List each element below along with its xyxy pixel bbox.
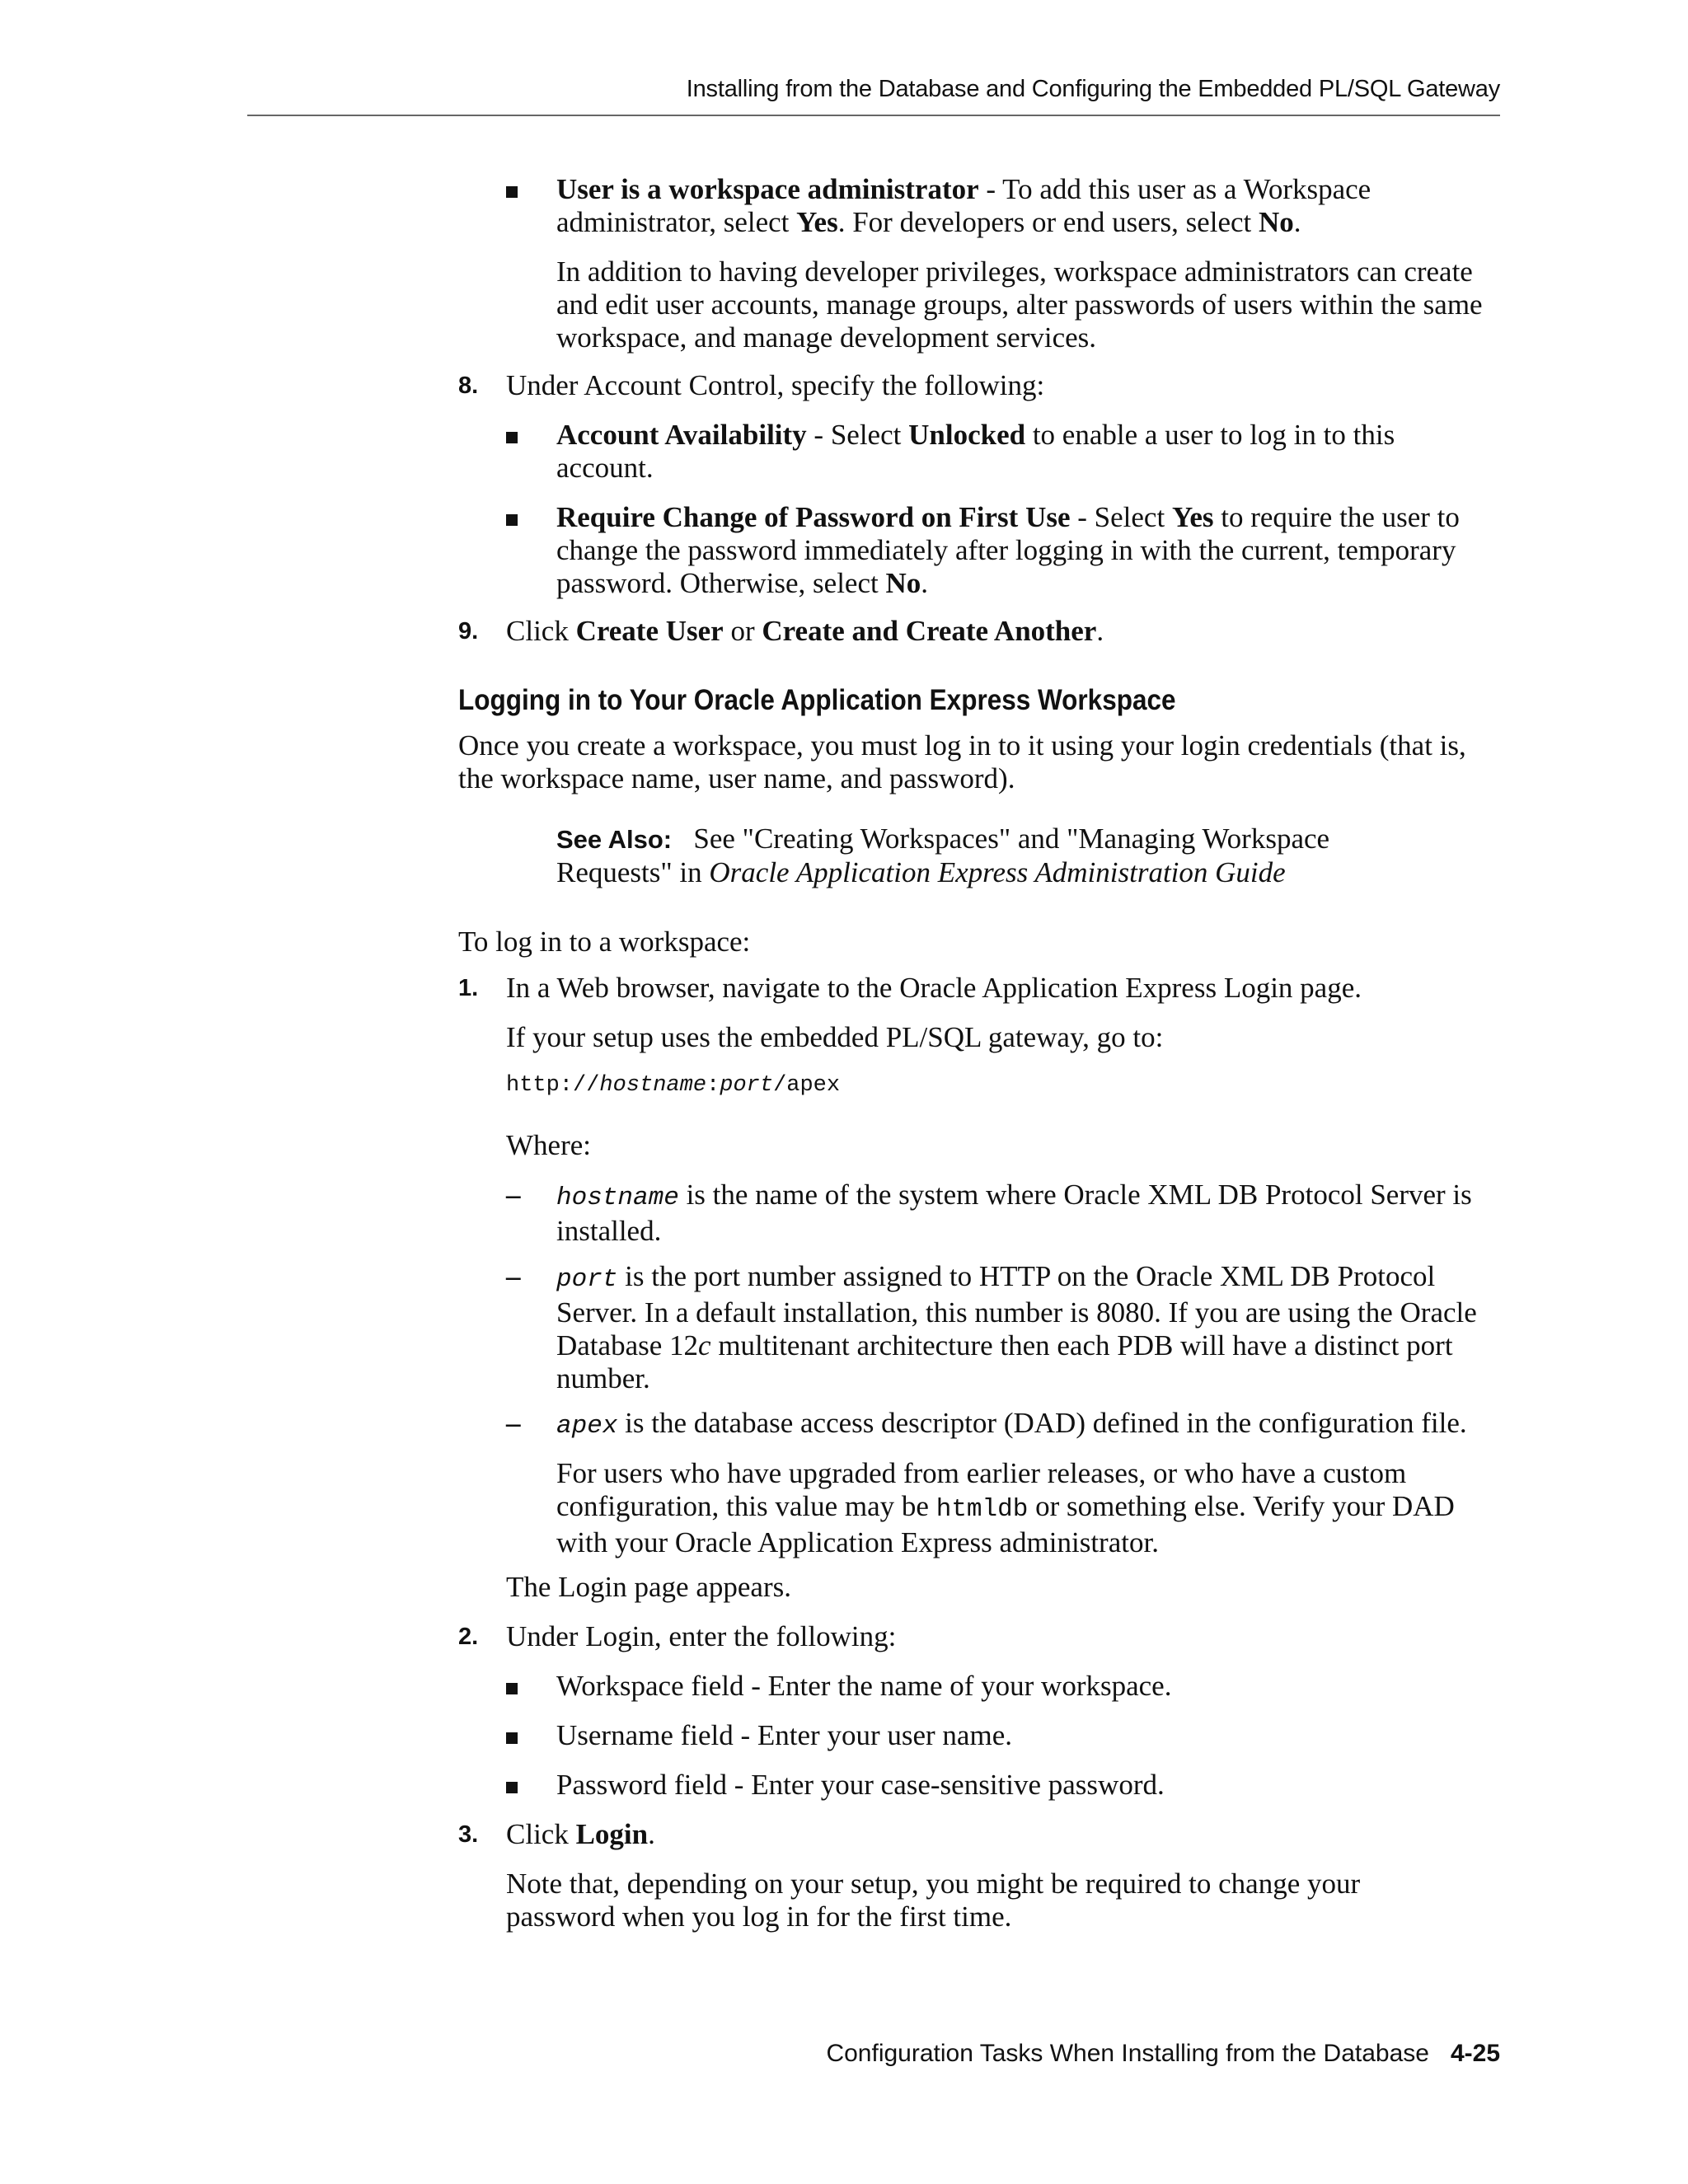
- button-label-login: Login: [575, 1818, 649, 1850]
- term-hostname: hostname: [556, 1183, 679, 1212]
- paragraph-admin-privileges: In addition to having developer privileges, workspace administrators can create and edit user accounts, manage groups, alter passwords of users within the same workspace, and manage development services.: [556, 255, 1483, 354]
- term-workspace-admin: User is a workspace administrator: [556, 173, 979, 205]
- option-yes: Yes: [796, 206, 838, 238]
- option-unlocked: Unlocked: [908, 419, 1026, 451]
- text: - Select: [1070, 501, 1172, 533]
- step-number: 3.: [458, 1821, 479, 1848]
- see-also-label: See Also:: [556, 825, 673, 854]
- text: to require the user to change the password immediately after logging in with the current, temporary password. Otherwise, select: [556, 501, 1460, 599]
- login-url: [506, 1073, 840, 1098]
- bullet-marker: [506, 1732, 518, 1744]
- login-step-3-text: [506, 1818, 1503, 1851]
- section-heading: Logging in to Your Oracle Application Express Workspace: [458, 684, 1176, 716]
- bullet-marker: [506, 514, 518, 526]
- page-number: 4-25: [1450, 2040, 1500, 2067]
- login-step-2-text: Under Login, enter the following:: [506, 1620, 897, 1652]
- password-change-note: Note that, depending on your setup, you might be required to change your password when you log in for the first time.: [506, 1868, 1361, 1933]
- text: .: [1096, 615, 1104, 647]
- text: Click: [506, 1818, 576, 1850]
- text: - To add this user as a Workspace administrator, select: [556, 173, 1372, 238]
- text: :: [706, 1073, 720, 1098]
- text: multitenant architecture then each PDB will have a distinct port number.: [556, 1329, 1453, 1394]
- def-hostname: [556, 1179, 1504, 1248]
- dash-marker: –: [506, 1179, 521, 1211]
- list-item: Password field - Enter your case-sensitive password.: [556, 1769, 1165, 1801]
- button-label-create-another: Create and Create Another: [762, 615, 1097, 647]
- text: . For developers or end users, select: [837, 206, 1259, 238]
- option-no: No: [885, 567, 921, 599]
- text: - Select: [806, 419, 909, 451]
- list-item: Workspace field - Enter the name of your workspace.: [556, 1670, 1172, 1702]
- book-title: Oracle Application Express Administration Guide: [709, 856, 1286, 888]
- login-page-appears: The Login page appears.: [506, 1571, 791, 1603]
- text: http://: [506, 1073, 600, 1098]
- see-also-note: [556, 823, 1430, 889]
- page-footer: [826, 2040, 1500, 2068]
- text: to enable a user to log in to this account.: [556, 419, 1395, 484]
- dash-marker: –: [506, 1407, 521, 1439]
- text: is the database access descriptor (DAD) defined in the configuration file.: [617, 1407, 1467, 1439]
- text: For users who have upgraded from earlier releases, or who have a custom configuration, this value may be: [556, 1457, 1407, 1522]
- term-apex: apex: [556, 1412, 618, 1441]
- def-apex: [556, 1407, 1512, 1443]
- list-item: Username field - Enter your user name.: [556, 1719, 1012, 1751]
- option-yes: Yes: [1171, 501, 1214, 533]
- term-port: port: [556, 1265, 618, 1294]
- url-hostname: hostname: [599, 1073, 707, 1098]
- where-label: Where:: [506, 1129, 591, 1161]
- text: See "Creating Workspaces" and "Managing Workspace Requests" in: [556, 823, 1330, 888]
- step-number: 2.: [458, 1624, 479, 1650]
- step-number: 8.: [458, 373, 479, 399]
- header-rule: [247, 115, 1500, 116]
- text: is the port number assigned to HTTP on the Oracle XML DB Protocol Server. In a default installation, this number is 8080. If you are using the Oracle Database 12: [556, 1260, 1477, 1361]
- text: Click: [506, 615, 576, 647]
- text: .: [1293, 206, 1301, 238]
- text: /apex: [773, 1073, 841, 1098]
- code-htmldb: htmldb: [935, 1495, 1029, 1524]
- step-number: 9.: [458, 618, 479, 644]
- dash-marker: –: [506, 1260, 521, 1292]
- step-9-text: [506, 615, 1503, 648]
- option-no: No: [1259, 206, 1294, 238]
- button-label-create-user: Create User: [575, 615, 724, 647]
- term-require-change: Require Change of Password on First Use: [556, 501, 1071, 533]
- text: .: [921, 567, 929, 599]
- text: or something else. Verify your DAD with your Oracle Application Express administrator.: [556, 1490, 1455, 1558]
- text: .: [648, 1818, 655, 1850]
- bullet-marker: [506, 432, 518, 443]
- running-header: Installing from the Database and Configuring the Embedded PL/SQL Gateway: [686, 76, 1500, 102]
- bullet-marker: [506, 186, 518, 198]
- footer-title: Configuration Tasks When Installing from the Database: [826, 2040, 1429, 2067]
- bullet-marker: [506, 1782, 518, 1793]
- login-step-1-text: In a Web browser, navigate to the Oracle Application Express Login page.: [506, 972, 1362, 1004]
- apex-upgrade-note: [556, 1457, 1504, 1559]
- gateway-text: If your setup uses the embedded PL/SQL gateway, go to:: [506, 1021, 1164, 1053]
- term-account-availability: Account Availability: [556, 419, 807, 451]
- bullet-workspace-admin: [556, 173, 1504, 239]
- step-8-text: Under Account Control, specify the following:: [506, 369, 1045, 401]
- url-port: port: [720, 1073, 774, 1098]
- text: c: [698, 1329, 711, 1361]
- bullet-marker: [506, 1683, 518, 1694]
- to-log-in-intro: To log in to a workspace:: [458, 926, 751, 958]
- bullet-require-change-password: [556, 501, 1504, 600]
- bullet-account-availability: [556, 419, 1463, 485]
- step-number: 1.: [458, 975, 479, 1001]
- def-port: [556, 1260, 1504, 1395]
- text: or: [723, 615, 762, 647]
- text: is the name of the system where Oracle XML DB Protocol Server is installed.: [556, 1179, 1472, 1247]
- section-intro: Once you create a workspace, you must log in to it using your login credentials (that is, the workspace name, user name, and password).: [458, 729, 1466, 794]
